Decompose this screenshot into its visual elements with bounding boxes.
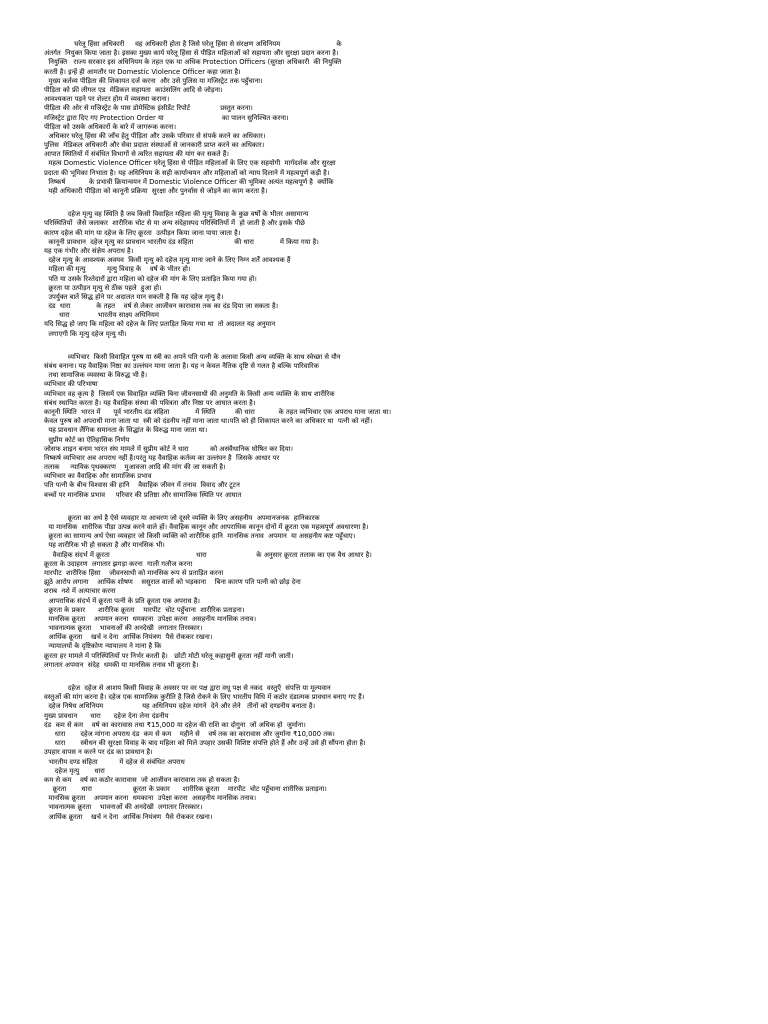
text-line: कानूनी प्रावधान दहेज मृत्यु का प्रावधान भारतीय दंड संहिता की धारा में किया गया है। xyxy=(44,237,319,246)
text-line: प्रदाता की भूमिका निभाता है। यह अधिनियम के सही कार्यान्वयन और महिलाओं को न्याय दिलाने में महत्वपूर्ण कड़ी है। xyxy=(44,168,330,177)
text-line: कम से कम वर्ष का कठोर कारावास जो आजीवन कारावास तक हो सकता है। xyxy=(44,775,240,784)
text-line: यही अधिकारी पीड़िता को कानूनी प्रक्रिया सुरक्षा और पुनर्वास से जोड़ने का काम करता है। xyxy=(44,187,268,195)
text-line: वस्तुओं की मांग करना है। दहेज एक सामाजिक कुरीति है जिसे रोकने के लिए भारतीय विधि में कठोर दंडात्मक प्रावधान बनाए गए हैं। xyxy=(44,693,365,702)
text-line: पति या उसके रिश्तेदारों द्वारा महिला को दहेज की मांग के लिए प्रताड़ित किया गया हो। xyxy=(44,274,257,283)
text-line: पीड़िता को उसके अधिकारों के बारे में जागरूक करना। xyxy=(44,122,177,131)
text-line: भावनात्मक क्रूरता भावनाओं की अनदेखी लगातार तिरस्कार। xyxy=(44,624,203,633)
text-line: व्यभिचार का वैवाहिक और सामाजिक प्रभाव xyxy=(44,472,152,481)
text-line: दंड धारा के तहत वर्ष से लेकर आजीवन कारावास तक का दंड दिया जा सकता है। xyxy=(44,302,279,311)
text-line: महत्व Domestic Violence Officer घरेलू हिंसा से पीड़ित महिलाओं के लिए एक सहयोगी मार्गदर्शक और सुरक्षा xyxy=(44,159,336,168)
text-line: न्यायालयों के दृष्टिकोण न्यायालय ने माना है कि xyxy=(44,642,162,651)
text-line: क्रूरता का अर्थ है ऐसे व्यवहार या आचरण जो दूसरे व्यक्ति के लिए असहनीय अपमानजनक हानिकारक xyxy=(44,513,320,522)
text-line: व्यभिचार किसी विवाहित पुरुष या स्त्री का अपने पति पत्नी के अलावा किसी अन्य व्यक्ति के साथ स्वेच्छा से यौन xyxy=(44,352,341,361)
text-line: यदि सिद्ध हो जाए कि महिला को दहेज के लिए प्रताड़ित किया गया था तो अदालत यह अनुमान xyxy=(44,320,276,329)
text-line: धारा दहेज मांगना अपराध दंड कम से कम महीने से वर्ष तक का कारावास और जुर्माना ₹10,000 तक। xyxy=(44,729,335,738)
text-line: उपर्युक्त बातें सिद्ध होने पर अदालत मान सकती है कि यह दहेज मृत्यु है। xyxy=(44,292,224,301)
text-line: बच्चों पर मानसिक प्रभाव परिवार की प्रतिष्ठा और सामाजिक स्थिति पर आघात xyxy=(44,490,242,499)
text-line: आवश्यकता पड़ने पर शेल्टर होम में व्यवस्था कराना। xyxy=(44,95,170,104)
text-line: झूठे आरोप लगाना आर्थिक शोषण ससुराल वालों को भड़काना बिना कारण पति पत्नी को छोड़ देना xyxy=(44,578,301,587)
text-line: आर्थिक क्रूरता खर्च न देना आर्थिक नियंत्रण पैसे रोककर रखना। xyxy=(44,812,213,821)
text-line: पति पत्नी के बीच विश्वास की हानि वैवाहिक जीवन में तनाव विवाद और टूटन xyxy=(44,481,240,490)
text-line: दहेज मृत्यु वह स्थिति है जब किसी विवाहित महिला की मृत्यु विवाह के कुछ वर्षों के भीतर असामान्य xyxy=(44,210,309,219)
text-line: तलाक न्यायिक पृथक्करण मुआवजा आदि की मांग की जा सकती है। xyxy=(44,463,226,472)
text-line: भारतीय दण्ड संहिता में दहेज से संबंधित अपराध xyxy=(44,757,185,766)
text-line: मानसिक क्रूरता अपमान करना धमकाना उपेक्षा करना असहनीय मानसिक तनाव। xyxy=(44,794,257,803)
text-line: शराब नशे में अत्याचार करना xyxy=(44,587,116,596)
text-line: क्रूरता हर मामले में परिस्थितियों पर निर्भर करती है। छोटी मोटी घरेलू कहासुनी क्रूरता नहीं मानी जाती। xyxy=(44,651,294,660)
text-line: अधिकार घरेलू हिंसा की जाँच हेतु पीड़िता और उसके परिवार से संपर्क करने का अधिकार। xyxy=(44,131,266,140)
section-cruelty xyxy=(44,514,724,670)
text-line: यह प्रावधान लैंगिक समानता के सिद्धांत के विरुद्ध माना जाता था। xyxy=(44,426,208,435)
text-line: लगाएगी कि मृत्यु दहेज मृत्यु थी। xyxy=(44,329,127,338)
text-line: या मानसिक शारीरिक पीड़ा उत्पन्न करने वाले हों। वैवाहिक कानून और आपराधिक कानून दोनों में क्रूरता एक महत्वपूर्ण अवधारणा है। xyxy=(44,523,369,531)
text-line: व्यभिचार वह कृत्य है जिसमें एक विवाहित व्यक्ति बिना जीवनसाथी की अनुमति के किसी अन्य व्यक्ति के साथ शारीरिक xyxy=(44,389,335,398)
text-line: आपात स्थितियों में संबंधित विभागों से त्वरित सहायता की मांग कर सकते हैं। xyxy=(44,150,229,159)
text-line: घरेलू हिंसा अधिकारी वह अधिकारी होता है जिसे घरेलू हिंसा से संरक्षण अधिनियम के xyxy=(44,40,342,48)
section-domestic-violence-officer xyxy=(44,40,724,196)
text-line: तथा सामाजिक व्यवस्था के विरुद्ध भी है। xyxy=(44,371,148,380)
text-line: सुप्रीम कोर्ट का ऐतिहासिक निर्णय xyxy=(44,435,130,444)
text-line: मानसिक क्रूरता अपमान करना धमकाना उपेक्षा करना असहनीय मानसिक तनाव। xyxy=(44,614,257,623)
text-line: अंतर्गत नियुक्त किया जाता है। इसका मुख्य कार्य घरेलू हिंसा से पीड़ित महिलाओं को सहायता और सुरक्षा प्रदान करना है। xyxy=(44,49,339,58)
text-line: धारा भारतीय साक्ष्य अधिनियम xyxy=(44,311,159,320)
text-line: परिस्थितियों जैसे जलाकर शारीरिक चोट से या अन्य संदेहास्पद परिस्थितियों में हो जाती है और इसके पीछे xyxy=(44,219,305,228)
text-line: केवल पुरुष को अपराधी माना जाता था स्त्री को दंडनीय नहीं माना जाता था।पति को ही शिकायत करने का अधिकार था पत्नी को नहीं। xyxy=(44,417,373,426)
text-line: उपहार वापस न करने पर दंड का प्रावधान है। xyxy=(44,748,153,757)
text-line: करती है। इन्हें ही आमतौर पर Domestic Violence Officer कहा जाता है। xyxy=(44,67,241,76)
text-line: क्रूरता का सामान्य अर्थ ऐसा व्यवहार जो किसी व्यक्ति को शारीरिक हानि मानसिक तनाव अपमान या असहनीय कष्ट पहुँचाए। xyxy=(44,532,356,541)
text-line: क्रूरता धारा क्रूरता के प्रकार शारीरिक क्रूरता मारपीट चोट पहुँचाना शारीरिक प्रताड़ना। xyxy=(44,785,327,794)
text-line: पुलिस मेडिकल अधिकारी और सेवा प्रदाता संस्थाओं से जानकारी प्राप्त करने का अधिकार। xyxy=(44,141,265,150)
text-line: लगातार अपमान संदेह धमकी या मानसिक तनाव भी क्रूरता है। xyxy=(44,660,199,669)
text-line: यह शारीरिक भी हो सकता है और मानसिक भी। xyxy=(44,541,165,550)
text-line: दहेज मृत्यु धारा xyxy=(44,766,105,775)
text-line: दहेज दहेज से आशय किसी विवाह के अवसर पर वर पक्ष द्वारा वधू पक्ष से नकद वस्तुएँ संपत्ति या मूल्यवान xyxy=(44,684,331,692)
text-line: कारण दहेज की मांग या दहेज के लिए क्रूरता उत्पीड़न किया जाना पाया जाता है। xyxy=(44,228,241,237)
text-line: निष्कर्ष व्यभिचार अब अपराध नहीं है।परंतु यह वैवाहिक कर्तव्य का उल्लंघन है जिसके आधार पर xyxy=(44,453,280,462)
text-line: नियुक्ति राज्य सरकार इस अधिनियम के तहत एक या अधिक Protection Officers (सुरक्षा अधिकारी की नियुक्ति xyxy=(44,58,342,67)
text-line: निष्कर्ष के प्रभावी क्रियान्वयन में Domestic Violence Officer की भूमिका अत्यंत महत्वपूर्ण है क्योंकि xyxy=(44,177,334,186)
text-line: मारपीट शारीरिक हिंसा जीवनसाथी को मानसिक रूप से प्रताड़ित करना xyxy=(44,568,224,577)
text-line: आर्थिक क्रूरता खर्च न देना आर्थिक नियंत्रण पैसे रोककर रखना। xyxy=(44,633,213,642)
text-line: वैवाहिक संदर्भ में क्रूरता धारा के अनुसार क्रूरता तलाक का एक वैध आधार है। xyxy=(44,550,372,559)
text-line: क्रूरता के प्रकार शारीरिक क्रूरता मारपीट चोट पहुँचाना शारीरिक प्रताड़ना। xyxy=(44,605,245,614)
text-line: यह एक गंभीर और संज्ञेय अपराध है। xyxy=(44,246,134,255)
text-line: कानूनी स्थिति भारत में पूर्व भारतीय दंड संहिता में स्थिति की धारा के तहत व्यभिचार एक अपराध माना जाता था। xyxy=(44,407,392,416)
text-line: मुख्य प्रावधान धारा दहेज देना लेना दंडनीय xyxy=(44,711,169,720)
text-line: संबंध स्थापित करता है। यह वैवाहिक संस्था की पवित्रता और निष्ठा पर आघात करता है। xyxy=(44,398,256,407)
text-line: दहेज मृत्यु के आवश्यक अवयव किसी मृत्यु को दहेज मृत्यु माना जाने के लिए निम्न शर्तें आवश्यक हैं xyxy=(44,256,291,265)
section-adultery xyxy=(44,353,724,500)
text-line: क्रूरता के उदाहरण लगातार झगड़ा करना गाली गलौज करना xyxy=(44,559,193,568)
text-line: संबंध बनाना। यह वैवाहिक निष्ठा का उल्लंघन माना जाता है। यह न केवल नैतिक दृष्टि से गलत है बल्कि पारिवारिक xyxy=(44,362,319,370)
text-line: दहेज निषेध अधिनियम यह अधिनियम दहेज मांगने देने और लेने तीनों को दण्डनीय बनाता है। xyxy=(44,702,316,711)
text-line: क्रूरता या उत्पीड़न मृत्यु से ठीक पहले हुआ हो। xyxy=(44,283,162,292)
text-line: मुख्य कर्तव्य पीड़िता की शिकायत दर्ज करना और उसे पुलिस या मजिस्ट्रेट तक पहुँचाना। xyxy=(44,76,263,85)
text-line: मजिस्ट्रेट द्वारा दिए गए Protection Order या का पालन सुनिश्चित करना। xyxy=(44,113,289,122)
section-dowry xyxy=(44,684,724,822)
text-line: व्यभिचार की परिभाषा xyxy=(44,380,98,389)
text-line: भावनात्मक क्रूरता भावनाओं की अनदेखी लगातार तिरस्कार। xyxy=(44,803,203,812)
text-line: पीड़िता को फ्री लीगल एड मेडिकल सहायता काउंसलिंग आदि से जोड़ना। xyxy=(44,85,223,94)
section-dowry-death xyxy=(44,210,724,339)
text-line: दंड कम से कम वर्ष का कारावास तथा ₹15,000 या दहेज की राशि का दोगुना जो अधिक हो जुर्माना। xyxy=(44,720,306,729)
text-line: आपराधिक संदर्भ में क्रूरता पत्नी के प्रति क्रूरता एक अपराध है। xyxy=(44,596,200,605)
text-line: पीड़िता की ओर से मजिस्ट्रेट के पास डोमेस्टिक इंसीडेंट रिपोर्ट प्रस्तुत करना। xyxy=(44,104,253,113)
text-line: महिला की मृत्यु मृत्यु विवाह के वर्ष के भीतर हो। xyxy=(44,265,191,274)
text-line: धारा स्त्रीधन की सुरक्षा विवाह के बाद महिला को मिले उपहार उसकी विशिष्ट संपत्ति होते हैं और उन्हें उसे ही सौंपना होता है। xyxy=(44,739,366,748)
text-line: जोसफ शाइन बनाम भारत संघ मामले में सुप्रीम कोर्ट ने धारा को असंवैधानिक घोषित कर दिया। xyxy=(44,444,294,453)
